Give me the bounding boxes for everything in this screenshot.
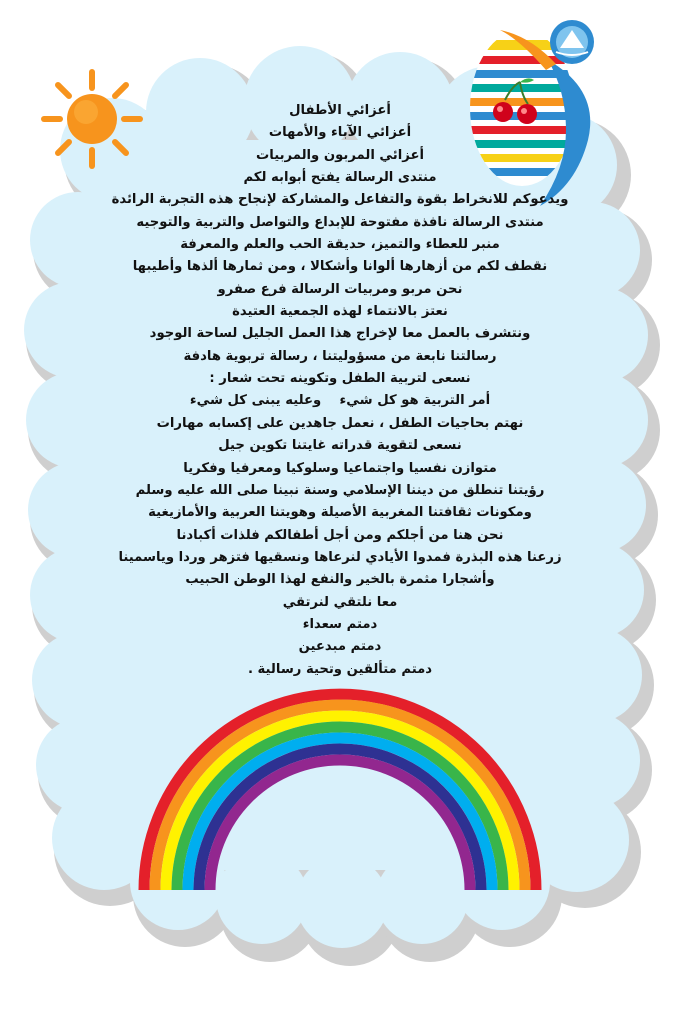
line-12: رسالتنا نابعة من مسؤوليتنا ، رسالة تربوية هادفة — [183, 348, 497, 364]
line-14: أمر التربية هو كل شيء وعليه يبنى كل شيء — [189, 393, 491, 409]
line-15: نهتم بحاجيات الطفل ، نعمل جاهدين على إكسابه مهارات — [156, 415, 524, 431]
line-24: دمتم سعداء — [302, 616, 378, 632]
line-6: منتدى الرسالة نافذة مفتوحة للإبداع والتواصل والتربية والتوجيه — [136, 214, 544, 230]
line-23: معا نلتقي لنرتقي — [282, 594, 398, 610]
line-19: ومكونات ثقافتنا المغربية الأصيلة وهويتنا العربية والأمازيغية — [148, 505, 532, 521]
line-18: رؤيتنا تنطلق من ديننا الإسلامي وسنة نبينا صلى الله عليه وسلم — [135, 482, 545, 498]
line-13: نسعى لتربية الطفل وتكوينه تحت شعار : — [209, 371, 471, 387]
line-8: نقطف لكم من أزهارها ألوانا وأشكالا ، ومن ثمارها ألذها وأطيبها — [132, 259, 548, 275]
message-text — [80, 100, 600, 681]
line-9: نحن مربو ومربيات الرسالة فرع صفرو — [217, 281, 463, 297]
line-11: ونتشرف بالعمل معا لإخراج هذا العمل الجليل لساحة الوجود — [149, 326, 531, 342]
line-2: أعزائي الآباء والأمهات — [268, 125, 412, 141]
line-22: وأشجارا مثمرة بالخير والنفع لهذا الوطن الحبيب — [185, 572, 495, 588]
line-17: متوازن نفسيا واجتماعيا وسلوكيا ومعرفيا وفكريا — [183, 460, 497, 476]
line-10: نعتز بالانتماء لهذه الجمعية العتيدة — [232, 304, 448, 320]
line-16: نسعى لتقوية قدراته غايتنا تكوين جيل — [218, 438, 462, 454]
line-4: منتدى الرسالة يفتح أبوابه لكم — [243, 170, 437, 186]
line-21: زرعنا هذه البذرة فمدوا الأيادي لنرعاها ونسقيها فتزهر وردا وياسمينا — [118, 549, 562, 565]
line-20: نحن هنا من أجلكم ومن أجل أطفالكم فلذات أكبادنا — [176, 527, 504, 543]
line-25: دمتم مبدعين — [298, 639, 382, 655]
line-1: أعزائي الأطفال — [289, 103, 391, 118]
line-26: دمتم متألقين وتحية رسالية . — [247, 661, 433, 677]
line-3: أعزائي المربون والمربيات — [256, 147, 424, 163]
line-5: ويدعوكم للانخراط بقوة والتفاعل والمشاركة لإنجاح هذه التجربة الرائدة — [111, 192, 569, 208]
line-7: منبر للعطاء والتميز، حديقة الحب والعلم والمعرفة — [180, 237, 500, 253]
